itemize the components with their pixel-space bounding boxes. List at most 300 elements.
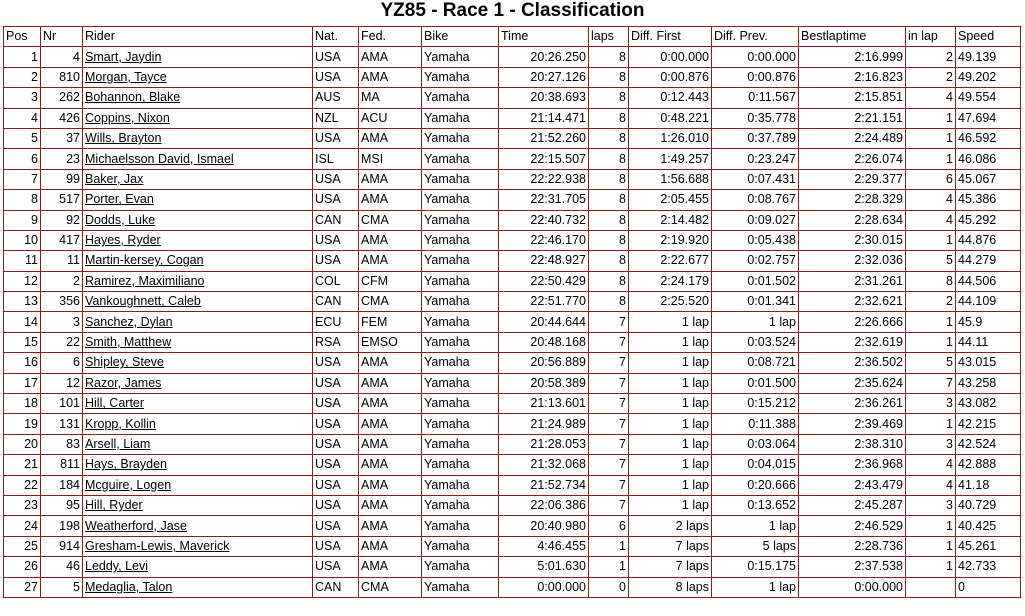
cell-diff-first: 1 lap bbox=[629, 353, 712, 373]
cell-speed: 45.386 bbox=[956, 190, 1021, 210]
cell-rider bbox=[83, 271, 313, 291]
cell-diff-prev: 0:03.064 bbox=[712, 434, 799, 454]
cell-diff-prev: 0:08.767 bbox=[712, 190, 799, 210]
cell-fed: AMA bbox=[359, 434, 422, 454]
cell-laps: 6 bbox=[589, 516, 629, 536]
cell-rider bbox=[83, 67, 313, 87]
cell-nat: ISL bbox=[313, 149, 359, 169]
cell-time: 21:24.989 bbox=[499, 414, 589, 434]
cell-bike: Yamaha bbox=[422, 128, 499, 148]
table-row bbox=[4, 210, 1021, 230]
cell-time: 22:51.770 bbox=[499, 292, 589, 312]
rider-link[interactable]: Martin-kersey, Cogan bbox=[85, 253, 204, 268]
cell-diff-first: 0:48.221 bbox=[629, 108, 712, 128]
cell-laps: 7 bbox=[589, 332, 629, 352]
cell-nat: USA bbox=[313, 67, 359, 87]
cell-bestlaptime: 2:26.074 bbox=[799, 149, 906, 169]
cell-bike: Yamaha bbox=[422, 190, 499, 210]
cell-pos: 15 bbox=[4, 332, 41, 352]
cell-rider bbox=[83, 373, 313, 393]
cell-bestlaptime: 2:15.851 bbox=[799, 88, 906, 108]
rider-link[interactable]: Bohannon, Blake bbox=[85, 90, 181, 105]
cell-bestlaptime: 2:38.310 bbox=[799, 434, 906, 454]
cell-bike: Yamaha bbox=[422, 455, 499, 475]
cell-time: 20:58.389 bbox=[499, 373, 589, 393]
cell-rider bbox=[83, 495, 313, 515]
cell-laps: 1 bbox=[589, 557, 629, 577]
cell-in-lap: 4 bbox=[906, 475, 956, 495]
cell-bestlaptime: 2:24.489 bbox=[799, 128, 906, 148]
table-row bbox=[4, 455, 1021, 475]
cell-time: 22:06.386 bbox=[499, 495, 589, 515]
cell-fed: AMA bbox=[359, 169, 422, 189]
cell-nat: RSA bbox=[313, 332, 359, 352]
cell-speed: 44.506 bbox=[956, 271, 1021, 291]
column-header-nat: Nat. bbox=[313, 27, 359, 47]
rider-link[interactable]: Hayes, Ryder bbox=[85, 233, 161, 248]
cell-in-lap: 4 bbox=[906, 190, 956, 210]
cell-diff-prev: 0:37.789 bbox=[712, 128, 799, 148]
cell-bestlaptime: 2:16.999 bbox=[799, 47, 906, 67]
cell-bike: Yamaha bbox=[422, 495, 499, 515]
cell-bestlaptime: 2:35.624 bbox=[799, 373, 906, 393]
cell-nr: 99 bbox=[41, 169, 83, 189]
cell-bestlaptime: 2:36.502 bbox=[799, 353, 906, 373]
cell-pos: 2 bbox=[4, 67, 41, 87]
cell-nr: 6 bbox=[41, 353, 83, 373]
rider-link[interactable]: Morgan, Tayce bbox=[85, 69, 167, 84]
column-header-bestlaptime: Bestlaptime bbox=[799, 27, 906, 47]
cell-time: 21:14.471 bbox=[499, 108, 589, 128]
rider-link[interactable]: Dodds, Luke bbox=[85, 212, 156, 227]
cell-fed: EMSO bbox=[359, 332, 422, 352]
cell-nat: USA bbox=[313, 230, 359, 250]
cell-laps: 8 bbox=[589, 47, 629, 67]
cell-nat: USA bbox=[313, 169, 359, 189]
cell-pos: 17 bbox=[4, 373, 41, 393]
cell-laps: 8 bbox=[589, 251, 629, 271]
cell-speed: 42.888 bbox=[956, 455, 1021, 475]
cell-diff-first: 1:56.688 bbox=[629, 169, 712, 189]
cell-nr: 101 bbox=[41, 394, 83, 414]
cell-rider bbox=[83, 353, 313, 373]
cell-diff-first: 2:24.179 bbox=[629, 271, 712, 291]
cell-time: 21:28.053 bbox=[499, 434, 589, 454]
cell-diff-first: 2 laps bbox=[629, 516, 712, 536]
cell-time: 22:15.507 bbox=[499, 149, 589, 169]
cell-fed: CMA bbox=[359, 210, 422, 230]
cell-in-lap: 8 bbox=[906, 271, 956, 291]
cell-speed: 43.258 bbox=[956, 373, 1021, 393]
cell-nat: USA bbox=[313, 516, 359, 536]
cell-nat: USA bbox=[313, 47, 359, 67]
table-row bbox=[4, 47, 1021, 67]
cell-nr: 23 bbox=[41, 149, 83, 169]
cell-laps: 8 bbox=[589, 128, 629, 148]
cell-laps: 8 bbox=[589, 210, 629, 230]
rider-link[interactable]: Kropp, Kollin bbox=[85, 416, 156, 431]
cell-diff-first: 2:05.455 bbox=[629, 190, 712, 210]
cell-diff-prev: 1 lap bbox=[712, 312, 799, 332]
cell-time: 0:00.000 bbox=[499, 577, 589, 597]
table-row bbox=[4, 332, 1021, 352]
cell-nat: AUS bbox=[313, 88, 359, 108]
table-row bbox=[4, 292, 1021, 312]
table-row bbox=[4, 353, 1021, 373]
cell-fed: MA bbox=[359, 88, 422, 108]
cell-in-lap: 1 bbox=[906, 230, 956, 250]
rider-link[interactable]: Medaglia, Talon bbox=[85, 579, 173, 594]
cell-laps: 7 bbox=[589, 475, 629, 495]
rider-link[interactable]: Mcguire, Logen bbox=[85, 477, 172, 492]
cell-time: 21:13.601 bbox=[499, 394, 589, 414]
cell-speed: 40.425 bbox=[956, 516, 1021, 536]
cell-laps: 7 bbox=[589, 495, 629, 515]
cell-nr: 95 bbox=[41, 495, 83, 515]
cell-nat: CAN bbox=[313, 210, 359, 230]
table-row bbox=[4, 495, 1021, 515]
rider-link[interactable]: Gresham-Lewis, Maverick bbox=[85, 538, 230, 553]
column-header-rider: Rider bbox=[83, 27, 313, 47]
cell-in-lap: 1 bbox=[906, 108, 956, 128]
cell-time: 20:26.250 bbox=[499, 47, 589, 67]
cell-rider bbox=[83, 108, 313, 128]
column-header-in-lap: in lap bbox=[906, 27, 956, 47]
cell-nr: 12 bbox=[41, 373, 83, 393]
cell-laps: 8 bbox=[589, 108, 629, 128]
cell-nat: USA bbox=[313, 373, 359, 393]
cell-rider bbox=[83, 230, 313, 250]
cell-in-lap: 1 bbox=[906, 149, 956, 169]
cell-in-lap: 1 bbox=[906, 128, 956, 148]
cell-bike: Yamaha bbox=[422, 292, 499, 312]
table-row bbox=[4, 169, 1021, 189]
cell-in-lap: 4 bbox=[906, 88, 956, 108]
cell-in-lap: 1 bbox=[906, 557, 956, 577]
cell-bestlaptime: 2:39.469 bbox=[799, 414, 906, 434]
rider-link[interactable]: Vankoughnett, Caleb bbox=[85, 294, 201, 309]
table-row bbox=[4, 108, 1021, 128]
cell-time: 22:48.927 bbox=[499, 251, 589, 271]
cell-nat: USA bbox=[313, 455, 359, 475]
cell-rider bbox=[83, 190, 313, 210]
cell-nat: USA bbox=[313, 190, 359, 210]
cell-pos: 4 bbox=[4, 108, 41, 128]
cell-speed: 45.261 bbox=[956, 536, 1021, 556]
column-header-bike: Bike bbox=[422, 27, 499, 47]
cell-speed: 47.694 bbox=[956, 108, 1021, 128]
cell-fed: AMA bbox=[359, 353, 422, 373]
cell-nat: CAN bbox=[313, 577, 359, 597]
rider-link[interactable]: Weatherford, Jase bbox=[85, 518, 187, 533]
cell-rider bbox=[83, 312, 313, 332]
cell-pos: 3 bbox=[4, 88, 41, 108]
cell-fed: ACU bbox=[359, 108, 422, 128]
cell-diff-first: 1 lap bbox=[629, 455, 712, 475]
cell-time: 20:27.126 bbox=[499, 67, 589, 87]
cell-diff-prev: 5 laps bbox=[712, 536, 799, 556]
cell-pos: 8 bbox=[4, 190, 41, 210]
cell-laps: 7 bbox=[589, 455, 629, 475]
cell-pos: 25 bbox=[4, 536, 41, 556]
rider-link[interactable]: Razor, James bbox=[85, 375, 162, 390]
cell-rider bbox=[83, 516, 313, 536]
cell-in-lap: 7 bbox=[906, 373, 956, 393]
cell-nat: NZL bbox=[313, 108, 359, 128]
cell-pos: 6 bbox=[4, 149, 41, 169]
rider-link[interactable]: Smart, Jaydin bbox=[85, 49, 162, 64]
cell-nr: 92 bbox=[41, 210, 83, 230]
cell-speed: 42.524 bbox=[956, 434, 1021, 454]
cell-nr: 4 bbox=[41, 47, 83, 67]
cell-bestlaptime: 2:29.377 bbox=[799, 169, 906, 189]
rider-link[interactable]: Coppins, Nixon bbox=[85, 110, 170, 125]
rider-link[interactable]: Ramirez, Maximiliano bbox=[85, 273, 205, 288]
rider-link[interactable]: Sanchez, Dylan bbox=[85, 314, 173, 329]
cell-bestlaptime: 2:31.261 bbox=[799, 271, 906, 291]
cell-diff-first: 1 lap bbox=[629, 332, 712, 352]
cell-nr: 22 bbox=[41, 332, 83, 352]
cell-nat: USA bbox=[313, 557, 359, 577]
cell-fed: MSI bbox=[359, 149, 422, 169]
cell-nat: USA bbox=[313, 475, 359, 495]
cell-time: 21:32.068 bbox=[499, 455, 589, 475]
cell-diff-prev: 0:15.212 bbox=[712, 394, 799, 414]
cell-diff-prev: 0:15.175 bbox=[712, 557, 799, 577]
rider-link[interactable]: Michaelsson David, Ismael bbox=[85, 151, 234, 166]
cell-laps: 7 bbox=[589, 373, 629, 393]
cell-pos: 18 bbox=[4, 394, 41, 414]
cell-bestlaptime: 2:32.619 bbox=[799, 332, 906, 352]
cell-diff-first: 7 laps bbox=[629, 536, 712, 556]
cell-speed: 46.086 bbox=[956, 149, 1021, 169]
column-header-diff-prev: Diff. Prev. bbox=[712, 27, 799, 47]
cell-nr: 131 bbox=[41, 414, 83, 434]
cell-time: 5:01.630 bbox=[499, 557, 589, 577]
cell-bestlaptime: 0:00.000 bbox=[799, 577, 906, 597]
table-row bbox=[4, 414, 1021, 434]
cell-in-lap: 1 bbox=[906, 516, 956, 536]
table-row bbox=[4, 516, 1021, 536]
cell-laps: 8 bbox=[589, 230, 629, 250]
cell-diff-first: 1 lap bbox=[629, 373, 712, 393]
rider-link[interactable]: Leddy, Levi bbox=[85, 559, 149, 574]
cell-rider bbox=[83, 210, 313, 230]
cell-time: 20:48.168 bbox=[499, 332, 589, 352]
cell-speed: 45.067 bbox=[956, 169, 1021, 189]
cell-speed: 40.729 bbox=[956, 495, 1021, 515]
cell-fed: AMA bbox=[359, 394, 422, 414]
cell-speed: 0 bbox=[956, 577, 1021, 597]
cell-laps: 8 bbox=[589, 88, 629, 108]
cell-rider bbox=[83, 475, 313, 495]
cell-in-lap: 3 bbox=[906, 495, 956, 515]
cell-bestlaptime: 2:21.151 bbox=[799, 108, 906, 128]
cell-speed: 49.139 bbox=[956, 47, 1021, 67]
column-header-time: Time bbox=[499, 27, 589, 47]
cell-rider bbox=[83, 536, 313, 556]
cell-bike: Yamaha bbox=[422, 373, 499, 393]
cell-laps: 7 bbox=[589, 434, 629, 454]
cell-laps: 8 bbox=[589, 67, 629, 87]
cell-laps: 1 bbox=[589, 536, 629, 556]
cell-rider bbox=[83, 292, 313, 312]
cell-pos: 27 bbox=[4, 577, 41, 597]
cell-time: 22:46.170 bbox=[499, 230, 589, 250]
cell-pos: 1 bbox=[4, 47, 41, 67]
cell-fed: AMA bbox=[359, 230, 422, 250]
cell-speed: 44.11 bbox=[956, 332, 1021, 352]
cell-bestlaptime: 2:30.015 bbox=[799, 230, 906, 250]
rider-link[interactable]: Hill, Ryder bbox=[85, 498, 143, 513]
cell-rider bbox=[83, 557, 313, 577]
cell-bike: Yamaha bbox=[422, 108, 499, 128]
table-row bbox=[4, 128, 1021, 148]
table-row bbox=[4, 312, 1021, 332]
table-row bbox=[4, 557, 1021, 577]
cell-fed: AMA bbox=[359, 128, 422, 148]
cell-speed: 46.592 bbox=[956, 128, 1021, 148]
cell-diff-prev: 0:13.652 bbox=[712, 495, 799, 515]
cell-bike: Yamaha bbox=[422, 475, 499, 495]
cell-nr: 914 bbox=[41, 536, 83, 556]
classification-table bbox=[3, 26, 1021, 598]
cell-rider bbox=[83, 88, 313, 108]
cell-time: 20:38.693 bbox=[499, 88, 589, 108]
rider-link[interactable]: Hill, Carter bbox=[85, 396, 145, 411]
cell-time: 22:40.732 bbox=[499, 210, 589, 230]
cell-bestlaptime: 2:37.538 bbox=[799, 557, 906, 577]
cell-nr: 810 bbox=[41, 67, 83, 87]
cell-fed: AMA bbox=[359, 414, 422, 434]
cell-nat: USA bbox=[313, 128, 359, 148]
cell-diff-prev: 1 lap bbox=[712, 577, 799, 597]
cell-speed: 44.109 bbox=[956, 292, 1021, 312]
cell-diff-first: 2:14.482 bbox=[629, 210, 712, 230]
cell-bike: Yamaha bbox=[422, 271, 499, 291]
cell-laps: 7 bbox=[589, 394, 629, 414]
cell-speed: 44.876 bbox=[956, 230, 1021, 250]
cell-in-lap: 1 bbox=[906, 312, 956, 332]
cell-bike: Yamaha bbox=[422, 394, 499, 414]
cell-diff-prev: 0:23.247 bbox=[712, 149, 799, 169]
cell-fed: AMA bbox=[359, 190, 422, 210]
cell-laps: 7 bbox=[589, 353, 629, 373]
cell-diff-first: 0:00.000 bbox=[629, 47, 712, 67]
rider-link[interactable]: Baker, Jax bbox=[85, 171, 144, 186]
rider-link[interactable]: Wills, Brayton bbox=[85, 131, 162, 146]
cell-fed: AMA bbox=[359, 495, 422, 515]
cell-in-lap: 3 bbox=[906, 434, 956, 454]
cell-in-lap: 2 bbox=[906, 67, 956, 87]
cell-nr: 517 bbox=[41, 190, 83, 210]
cell-diff-prev: 0:02.757 bbox=[712, 251, 799, 271]
cell-laps: 8 bbox=[589, 149, 629, 169]
cell-diff-first: 8 laps bbox=[629, 577, 712, 597]
cell-speed: 41.18 bbox=[956, 475, 1021, 495]
cell-nat: USA bbox=[313, 414, 359, 434]
column-header-pos: Pos bbox=[4, 27, 41, 47]
cell-bestlaptime: 2:36.261 bbox=[799, 394, 906, 414]
cell-bestlaptime: 2:36.968 bbox=[799, 455, 906, 475]
cell-nr: 46 bbox=[41, 557, 83, 577]
cell-fed: AMA bbox=[359, 557, 422, 577]
cell-nr: 426 bbox=[41, 108, 83, 128]
cell-diff-first: 1 lap bbox=[629, 495, 712, 515]
cell-nr: 5 bbox=[41, 577, 83, 597]
table-row bbox=[4, 251, 1021, 271]
table-body bbox=[4, 47, 1021, 598]
cell-diff-prev: 0:20.666 bbox=[712, 475, 799, 495]
cell-time: 20:56.889 bbox=[499, 353, 589, 373]
cell-nr: 37 bbox=[41, 128, 83, 148]
cell-in-lap: 3 bbox=[906, 394, 956, 414]
cell-bike: Yamaha bbox=[422, 434, 499, 454]
cell-time: 22:50.429 bbox=[499, 271, 589, 291]
cell-bike: Yamaha bbox=[422, 169, 499, 189]
cell-bike: Yamaha bbox=[422, 353, 499, 373]
cell-pos: 19 bbox=[4, 414, 41, 434]
cell-in-lap: 5 bbox=[906, 353, 956, 373]
table-row bbox=[4, 394, 1021, 414]
cell-in-lap: 2 bbox=[906, 292, 956, 312]
cell-diff-prev: 0:05.438 bbox=[712, 230, 799, 250]
cell-bestlaptime: 2:28.736 bbox=[799, 536, 906, 556]
cell-diff-first: 1 lap bbox=[629, 414, 712, 434]
cell-pos: 12 bbox=[4, 271, 41, 291]
cell-bike: Yamaha bbox=[422, 210, 499, 230]
cell-nr: 198 bbox=[41, 516, 83, 536]
rider-link[interactable]: Shipley, Steve bbox=[85, 355, 164, 370]
table-row bbox=[4, 271, 1021, 291]
cell-nr: 83 bbox=[41, 434, 83, 454]
rider-link[interactable]: Smith, Matthew bbox=[85, 335, 172, 350]
cell-pos: 13 bbox=[4, 292, 41, 312]
cell-nat: COL bbox=[313, 271, 359, 291]
cell-diff-first: 1:26.010 bbox=[629, 128, 712, 148]
cell-bike: Yamaha bbox=[422, 230, 499, 250]
cell-nr: 11 bbox=[41, 251, 83, 271]
cell-speed: 42.733 bbox=[956, 557, 1021, 577]
cell-bike: Yamaha bbox=[422, 47, 499, 67]
rider-link[interactable]: Porter, Evan bbox=[85, 192, 154, 207]
cell-time: 22:22.938 bbox=[499, 169, 589, 189]
cell-speed: 45.9 bbox=[956, 312, 1021, 332]
cell-nr: 184 bbox=[41, 475, 83, 495]
cell-bike: Yamaha bbox=[422, 88, 499, 108]
cell-in-lap: 4 bbox=[906, 210, 956, 230]
cell-diff-prev: 0:01.500 bbox=[712, 373, 799, 393]
table-row bbox=[4, 190, 1021, 210]
cell-diff-first: 0:00.876 bbox=[629, 67, 712, 87]
cell-diff-first: 1:49.257 bbox=[629, 149, 712, 169]
cell-laps: 8 bbox=[589, 271, 629, 291]
cell-pos: 5 bbox=[4, 128, 41, 148]
cell-in-lap: 6 bbox=[906, 169, 956, 189]
cell-rider bbox=[83, 434, 313, 454]
column-header-speed: Speed bbox=[956, 27, 1021, 47]
cell-in-lap: 4 bbox=[906, 455, 956, 475]
rider-link[interactable]: Arsell, Liam bbox=[85, 437, 151, 451]
table-row bbox=[4, 230, 1021, 250]
table-row bbox=[4, 536, 1021, 556]
cell-in-lap: 5 bbox=[906, 251, 956, 271]
cell-diff-first: 2:25.520 bbox=[629, 292, 712, 312]
cell-bestlaptime: 2:16.823 bbox=[799, 67, 906, 87]
table-row bbox=[4, 577, 1021, 597]
cell-nat: CAN bbox=[313, 292, 359, 312]
rider-link[interactable]: Hays, Brayden bbox=[85, 457, 167, 472]
